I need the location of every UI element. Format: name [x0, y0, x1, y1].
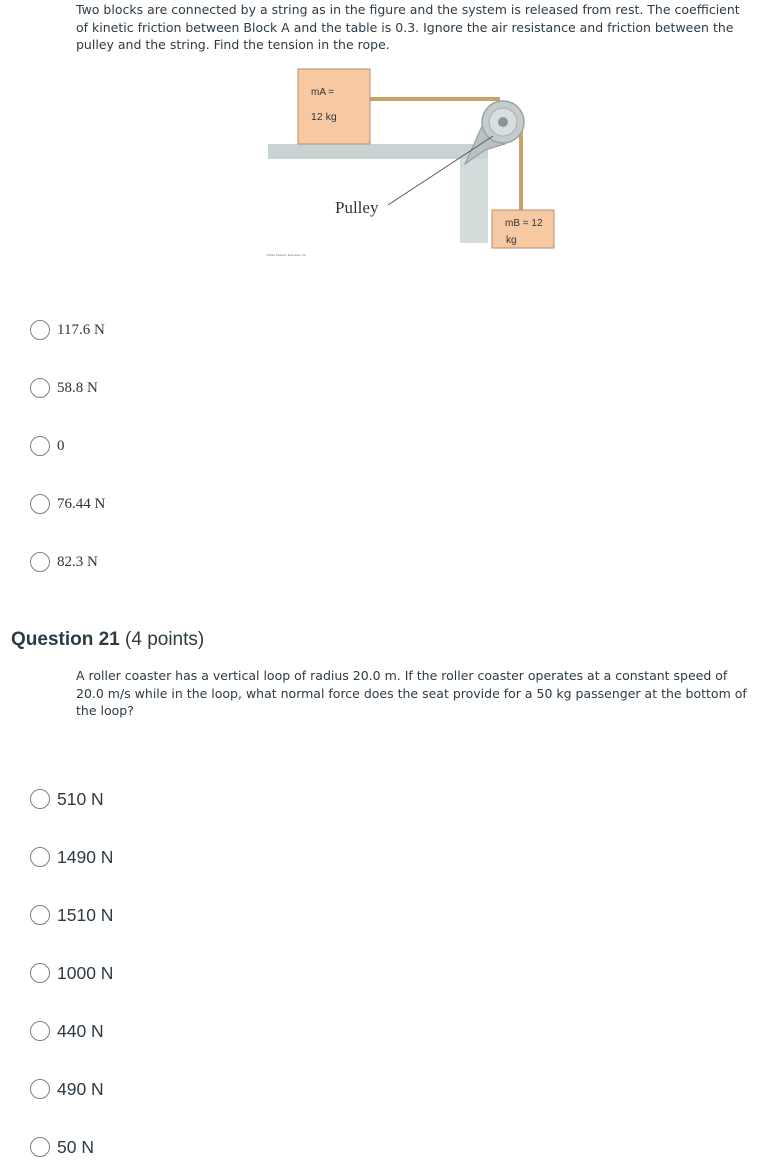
- table-leg: [460, 159, 488, 243]
- question-points: (4 points): [125, 629, 205, 650]
- radio-button[interactable]: [30, 1137, 50, 1157]
- option-label: 1490 N: [57, 846, 114, 867]
- q20-option-3[interactable]: [30, 433, 65, 459]
- q21-option-5[interactable]: [30, 1018, 104, 1044]
- option-label: 76.44 N: [57, 495, 106, 512]
- pulley-figure: [260, 64, 560, 262]
- q21-option-6[interactable]: [30, 1076, 104, 1102]
- pulley-axle: [498, 117, 508, 127]
- q20-option-4[interactable]: [30, 491, 105, 517]
- radio-button[interactable]: [30, 378, 50, 398]
- q21-option-7[interactable]: [30, 1134, 94, 1160]
- radio-button[interactable]: [30, 320, 50, 340]
- question-21-heading: [11, 629, 204, 651]
- block-b-label-mass: mB = 12: [505, 218, 543, 229]
- option-label: 510 N: [57, 788, 104, 809]
- option-label: 82.3 N: [57, 553, 98, 570]
- block-a-label-mass: mA =: [311, 87, 335, 98]
- block-b-label-value: kg: [506, 235, 517, 246]
- block-a-label-value: 12 kg: [311, 111, 337, 123]
- q21-option-4[interactable]: [30, 960, 113, 986]
- table-top: [268, 144, 488, 159]
- radio-button[interactable]: [30, 436, 50, 456]
- rope-horizontal: [370, 97, 500, 101]
- radio-button[interactable]: [30, 963, 50, 983]
- radio-button[interactable]: [30, 494, 50, 514]
- question-21-text: A roller coaster has a vertical loop of radius 20.0 m. If the roller coaster operates at a constant speed of 20.0 m/s while in the loop, what normal force does the seat provide for a 50 kg passenger at the bottom of the loop?: [76, 668, 747, 718]
- pulley-diagram-svg: [260, 64, 560, 262]
- q21-option-1[interactable]: [30, 786, 104, 812]
- q20-option-5[interactable]: [30, 549, 98, 575]
- option-label: 50 N: [57, 1136, 94, 1157]
- q21-option-2[interactable]: [30, 844, 113, 870]
- option-label: 490 N: [57, 1078, 104, 1099]
- option-label: 440 N: [57, 1020, 104, 1041]
- option-label: 1000 N: [57, 962, 114, 983]
- q20-option-2[interactable]: [30, 375, 98, 401]
- radio-button[interactable]: [30, 847, 50, 867]
- question-number: Question 21: [11, 629, 120, 650]
- block-a: [298, 69, 370, 144]
- radio-button[interactable]: [30, 1021, 50, 1041]
- radio-button[interactable]: [30, 552, 50, 572]
- radio-button[interactable]: [30, 1079, 50, 1099]
- q20-option-1[interactable]: [30, 317, 105, 343]
- q21-option-3[interactable]: [30, 902, 113, 928]
- question-20-text: Two blocks are connected by a string as in the figure and the system is released from rest. The coefficient of kinetic friction between Block A and the table is 0.3. Ignore the air resistance and friction between the pulley and the string. Find the tension in the rope.: [76, 2, 740, 52]
- option-label: 117.6 N: [57, 321, 105, 338]
- option-label: 0: [57, 437, 65, 454]
- figure-credit: ©2010 Pearson Education Inc: [266, 253, 306, 257]
- option-label: 1510 N: [57, 904, 114, 925]
- option-label: 58.8 N: [57, 379, 98, 396]
- block-b: [492, 210, 554, 248]
- pulley-label: Pulley: [335, 198, 379, 217]
- radio-button[interactable]: [30, 905, 50, 925]
- radio-button[interactable]: [30, 789, 50, 809]
